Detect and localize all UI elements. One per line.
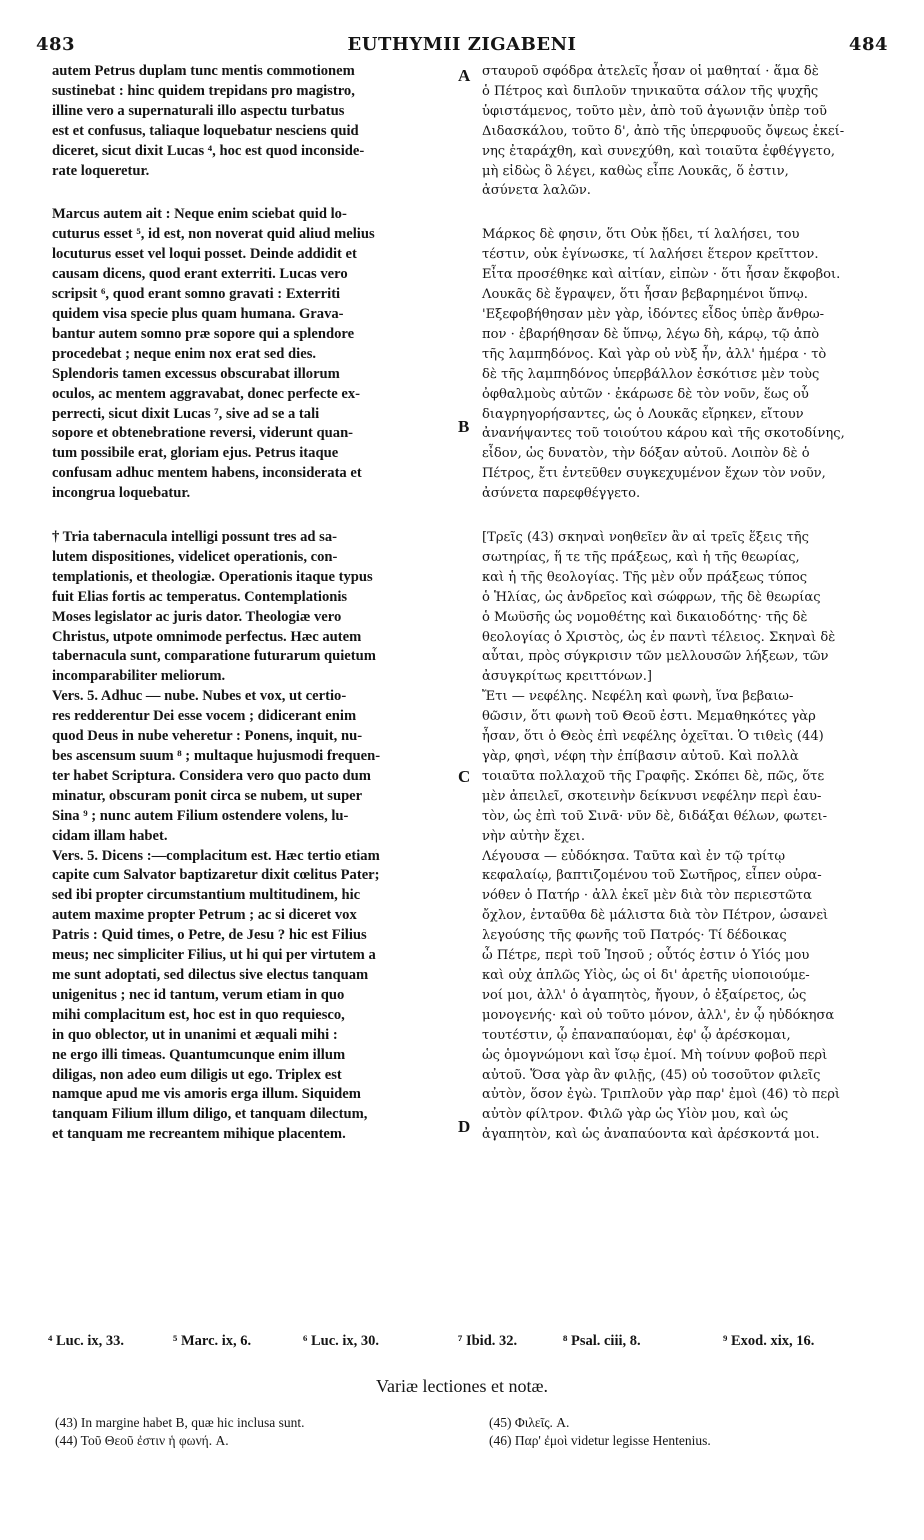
section-marker-a: A [458, 66, 471, 85]
running-header [36, 34, 888, 58]
section-marker-c: C [458, 767, 471, 786]
greek-paragraph-3: [Τρεῖς (43) σκηναὶ νοηθεῖεν ἂν αἱ τρεῖς ἕξεις τῆς σωτηρίας, ἥ τε τῆς πράξεως, καὶ ἡ τῆς θεωρίας, καὶ ἡ τῆς θεολογίας. Τῆς μὲν οὖν πράξεως τύπος ὁ Ἡλίας, ὡς ἀνδρεῖος καὶ σώφρων, τῆς δὲ θεωρίας ὁ Μωϋσῆς ὡς νομοθέτης καὶ δικαιοδότης· τῆς δὲ θεολογίας ὁ Χριστὸς, ὡς ἐν παντὶ τέλειος. Σκηναὶ δὲ αὗται, πρὸς σύγκρισιν τῶν μελλουσῶν λήξεων, τῶν ἀσυγκρίτως κρειττόνων.] [482, 530, 836, 685]
footnote-4: ⁴ Luc. ix, 33. [48, 1333, 125, 1349]
running-title: EUTHYMII ZIGABENI [347, 34, 577, 55]
greek-paragraph-5: Λέγουσα — εὐδόκησα. Ταῦτα καὶ ἐν τῷ τρίτῳ κεφαλαίῳ, βαπτιζομένου τοῦ Σωτῆρος, εἶπεν οὐρα- νόθεν ὁ Πατήρ · ἀλλ ἐκεῖ μὲν διὰ τὸν περιεστῶτα ὄχλον, ἐνταῦθα δὲ μάλιστα διὰ τὸν Πέτρον, ὡσανεὶ λεγούσης τῆς φωνῆς τοῦ Πατρός· Τί δέδοικας ὦ Πέτρε, περὶ τοῦ Ἰησοῦ ; οὗτός ἐστιν ὁ Υἱός μου καὶ οὐχ ἁπλῶς Υἱὸς, ὡς οἱ δι' ἀρετῆς υἱοποιούμε- νοί μοι, ἀλλ' ὁ ἀγαπητὸς, ἤγουν, ὁ ἐξαίρετος, ὡς μονογενής· καὶ οὐ τοῦτο μόνον, ἀλλ', ἐν ᾧ ηὐδόκησα τουτέστιν, ᾧ ἐπαναπαύομαι, ἐφ' ᾧ ἀρέσκομαι, ὡς ὁμογνώμονι καὶ ἴσῳ ἐμοί. Μὴ τοίνυν φοβοῦ περὶ αὐτοῦ. Ὅσα γὰρ ἂν φιλῇς, (45) οὐ τοσοῦτον φιλεῖς αὐτὸν, ὅσον ἐγὼ. Τριπλοῦν γὰρ παρ' ἐμοὶ (46) τὸ περὶ αὐτὸν φίλτρον. Φιλῶ γὰρ ὡς Υἱὸν μου, καὶ ὡς ἀγαπητὸν, καὶ ὡς ἀναπαύοντα καὶ ἀρέσκοντά μοι. [482, 848, 841, 1143]
latin-paragraph-2: Marcus autem ait : Neque enim sciebat quid lo- cuturus esset ⁵, id est, non noverat quid aliud melius locuturus esset vel loqui posset. Deinde addidit et causam dicens, quod erant exterriti. Lucas vero scripsit ⁶, quod erant somno gravati : Exterriti quidem visa specie plus quam humana. Grava- bantur autem somno præ sopore qui a splendore procedebat ; neque enim nox erat sed dies. Splendoris tamen excessus obscurabat illorum oculos, ac mentem aggravabat, donec perfecte ex- perrecti, sicut dixit Lucas ⁷, sive ad se a tali sopore et obtenebratione reversi, viderunt quan- tum possibile erat, gloriam ejus. Petrus itaque confusam adhuc mentem habens, inconsiderata et incongrua loquebatur. [52, 206, 375, 502]
latin-paragraph-1: autem Petrus duplam tunc mentis commotionem sustinebat : hinc quidem trepidans pro magistro, illine vero a supernaturali illo aspectu turbatus est et confusus, taliaque loquebatur nesciens quid diceret, sicut dixit Lucas ⁴, hoc est quod inconside- rate loqueretur. [52, 63, 365, 179]
footnote-6: ⁶ Luc. ix, 30. [303, 1333, 380, 1349]
variant-note-43: (43) In margine habet B, quæ hic inclusa sunt. [55, 1415, 305, 1430]
variant-note-45: (45) Φιλεῖς. A. [489, 1415, 570, 1430]
variant-note-46: (46) Παρ' ἐμοὶ videtur legisse Hentenius. [489, 1433, 711, 1448]
page-number-left: 483 [36, 34, 76, 55]
variant-note-44: (44) Τοῦ Θεοῦ ἐστιν ἡ φωνή. A. [55, 1433, 229, 1448]
footnotes-line [48, 1333, 894, 1350]
latin-column [52, 62, 456, 1145]
footnote-8: ⁸ Psal. ciii, 8. [563, 1333, 641, 1349]
variae-heading: Variæ lectiones et notæ. [376, 1376, 548, 1396]
variae-notes-right [489, 1414, 899, 1450]
latin-paragraph-3: † Tria tabernacula intelligi possunt tres ad sa- lutem dispositiones, videlicet operationis, con- templationis, et theologiæ. Operationis itaque typus fuit Elias fortis ac temperatus. Contemplationis Moses legislator ac juris dator. Theologiæ vero Christus, utpote omnimode perfectus. Hæc autem tabernacula sunt, comparatione futurarum quietum incomparabiliter meliorum. [52, 529, 376, 685]
greek-paragraph-2: Μάρκος δὲ φησιν, ὅτι Οὐκ ᾔδει, τί λαλήσει, του τέστιν, οὐκ ἐγίνωσκε, τί λαλήσει ἕτερον κρεῖττον. Εἶτα προσέθηκε καὶ αἰτίαν, εἰπὼν · ὅτι ἦσαν ἔκφοβοι. Λουκᾶς δὲ ἔγραψεν, ὅτι ἦσαν βεβαρημένοι ὕπνῳ. 'Εξεφοβήθησαν μὲν γὰρ, ἰδόντες εἶδος ὑπὲρ ἄνθρω- πον · ἐβαρήθησαν δὲ ὕπνῳ, λέγω δὴ, κάρῳ, τῷ ἀπὸ τῆς λαμπηδόνος. Καὶ γὰρ οὐ νὺξ ἦν, ἀλλ' ἡμέρα · τὸ δὲ τῆς λαμπηδόνος ὑπερβάλλον ἐσκότισε μὲν τοὺς ὀφθαλμοὺς αὐτῶν · ἐκάρωσε δὲ τὸν νοῦν, ἕως οὗ διαγρηγορήσαντες, ὡς ὁ Λουκᾶς εἴρηκεν, εἴτουν ἀνανήψαντες τοῦ τοιούτου κάρου καὶ τῆς σκοτοδίνης, εἶδον, ὡς δυνατὸν, τὴν δόξαν αὐτοῦ. Λοιπὸν δὲ ὁ Πέτρος, ἔτι ἐντεῦθεν συγκεχυμένον ἔχων τὸν νοῦν, ἀσύνετα παρεφθέγγετο. [482, 227, 845, 502]
latin-paragraph-5: Vers. 5. Dicens :—complacitum est. Hæc tertio etiam capite cum Salvator baptizaretur dixit cœlitus Pater; sed ibi propter circumstantium multitudinem, hic autem maxime propter Petrum ; ac si diceret vox Patris : Quid times, o Petre, de Jesu ? hic est Filius meus; nec simpliciter Filius, ut hi qui per virtutem a me sunt adoptati, sed dilectus sive electus tanquam unigenitus ; nec id tantum, verum etiam in quo mihi complacitum est, hoc est in quo requiesco, in quo oblector, ut in unanimi et æquali mihi : ne ergo illi timeas. Quantumcunque enim illum diligas, non adeo eum diligis ut ego. Triplex est namque apud me vis amoris erga illum. Siquidem tanquam Filium illum diligo, et tanquam dilectum, et tanquam me recreantem mihique placentem. [52, 847, 380, 1143]
footnote-5: ⁵ Marc. ix, 6. [173, 1333, 252, 1349]
greek-paragraph-1: σταυροῦ σφόδρα ἀτελεῖς ἦσαν οἱ μαθηταί · ἅμα δὲ ὁ Πέτρος καὶ διπλοῦν τηνικαῦτα σάλον τῆς ψυχῆς ὑφιστάμενος, τοῦτο μὲν, ἀπὸ τοῦ ἀγωνιᾷν ὑπὲρ τοῦ Διδασκάλου, τοῦτο δ', ἀπὸ τῆς ὑπερφυοῦς ὄψεως ἐκεί- νης ἐταράχθη, καὶ συνεχύθη, καὶ τοιαῦτα ἐφθέγγετο, μὴ εἰδὼς ὃ λέγει, καθὼς εἶπε Λουκᾶς, ὅ ἐστιν, ἀσύνετα λαλῶν. [482, 64, 845, 199]
page-number-right: 484 [848, 34, 888, 55]
footnote-7: ⁷ Ibid. 32. [458, 1333, 518, 1349]
latin-paragraph-4: Vers. 5. Adhuc — nube. Nubes et vox, ut certio- res redderentur Dei esse vocem ; didicerant enim quod Deus in nube veheretur : Ponens, inquit, nu- bes ascensum suum ⁸ ; multaque hujusmodi frequen- ter habet Scriptura. Considera vero quo pacto dum minatur, obscuram ponit circa se nubem, ut super Sina ⁹ ; nunc autem Filium ostendere volens, lu- cidam illam habet. [52, 688, 381, 844]
greek-column [482, 62, 890, 1145]
section-marker-d: D [458, 1117, 471, 1136]
variae-notes-left [55, 1414, 475, 1450]
section-marker-b: B [458, 417, 470, 436]
footnote-9: ⁹ Exod. xix, 16. [723, 1333, 815, 1349]
greek-paragraph-4: Ἔτι — νεφέλης. Νεφέλη καὶ φωνὴ, ἵνα βεβαιω- θῶσιν, ὅτι φωνὴ τοῦ Θεοῦ ἐστι. Μεμαθηκότες γὰρ ἦσαν, ὅτι ὁ Θεὸς ἐπὶ νεφέλης ὀχεῖται. Ὁ τιθεὶς (44) γὰρ, φησὶ, νέφη τὴν ἐπίβασιν αὐτοῦ. Καὶ πολλὰ τοιαῦτα πολλαχοῦ τῆς Γραφῆς. Σκόπει δὲ, πῶς, ὅτε μὲν ἀπειλεῖ, σκοτεινὴν δείκνυσι νεφέλην περὶ ἑαυ- τὸν, ὡς ἐπὶ τοῦ Σινᾶ· νῦν δὲ, διδάξαι θέλων, φωτει- νὴν αὐτὴν ἔχει. [482, 689, 828, 844]
